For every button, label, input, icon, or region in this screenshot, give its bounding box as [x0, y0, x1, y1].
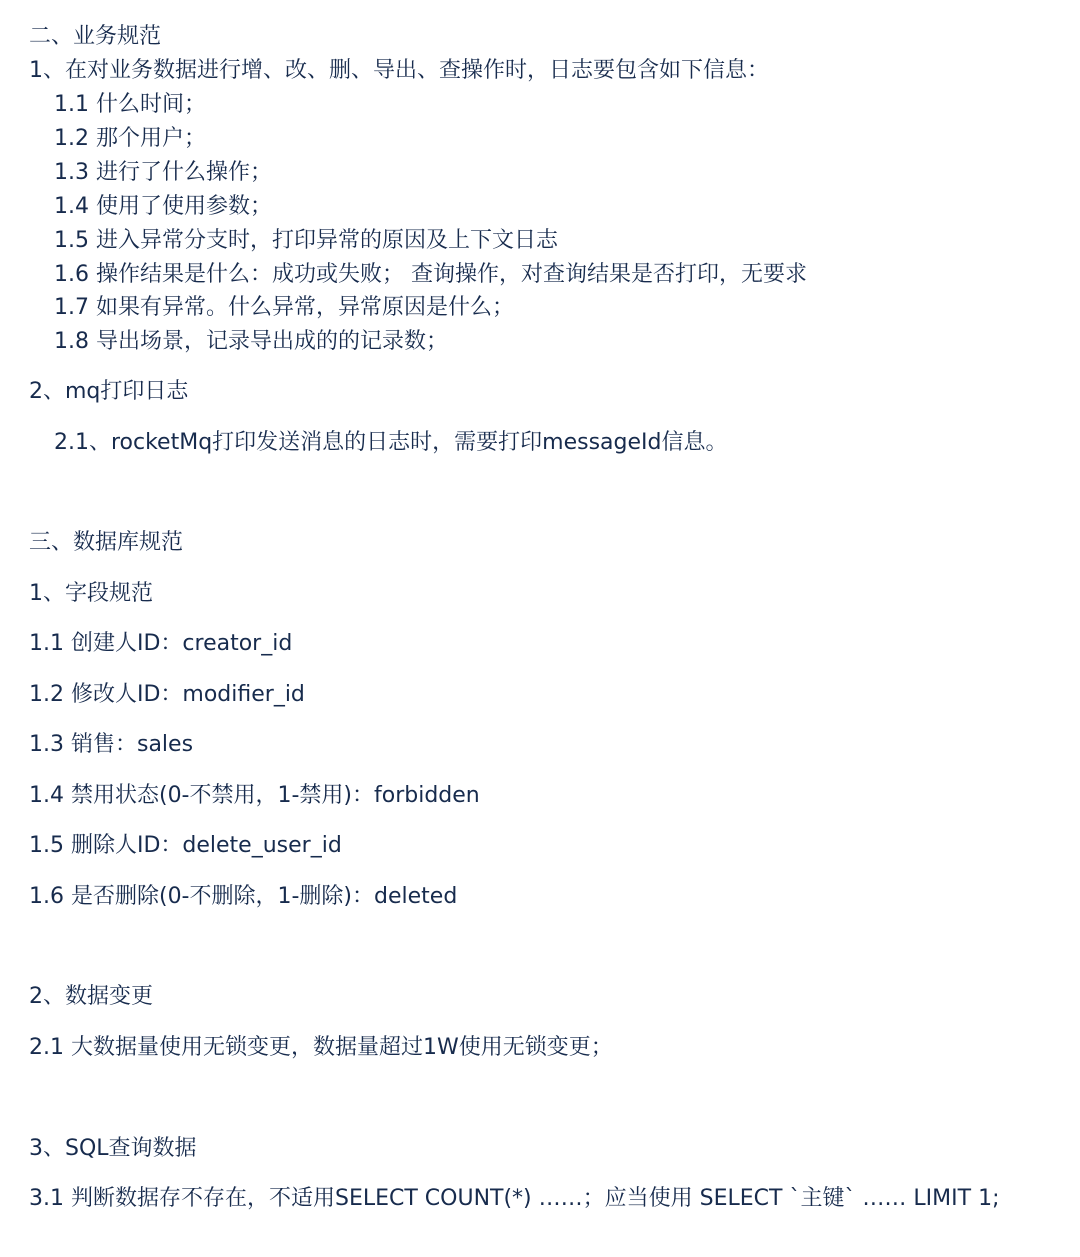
logging-rule-item: 1.7 如果有异常。什么异常，异常原因是什么； — [54, 295, 514, 320]
logging-rule-item: 1.6 操作结果是什么：成功或失败； 查询操作，对查询结果是否打印，无要求 — [54, 262, 807, 287]
field-rule-title: 1、字段规范 — [29, 581, 153, 606]
data-change-item: 2.1 大数据量使用无锁变更，数据量超过1W使用无锁变更； — [29, 1035, 613, 1060]
section-heading-database: 三、数据库规范 — [29, 530, 184, 555]
logging-rule-item: 1.1 什么时间； — [54, 92, 206, 117]
mq-log-item: 2.1、rocketMq打印发送消息的日志时，需要打印messageId信息。 — [54, 430, 728, 455]
sql-query-item: 3.1 判断数据存不存在，不适用SELECT COUNT(*) ……；应当使用 SELECT `主键` …… LIMIT 1; — [29, 1186, 1000, 1211]
field-rule-item: 1.6 是否删除(0-不删除，1-删除)：deleted — [29, 884, 458, 909]
field-rule-item: 1.4 禁用状态(0-不禁用，1-禁用)：forbidden — [29, 783, 480, 808]
sql-query-title: 3、SQL查询数据 — [29, 1136, 197, 1161]
logging-rule-title: 1、在对业务数据进行增、改、删、导出、查操作时，日志要包含如下信息： — [29, 58, 769, 83]
logging-rule-item: 1.3 进行了什么操作； — [54, 160, 272, 185]
logging-rule-item: 1.8 导出场景，记录导出成的的记录数； — [54, 329, 448, 354]
data-change-title: 2、数据变更 — [29, 984, 153, 1009]
logging-rule-item: 1.5 进入异常分支时，打印异常的原因及上下文日志 — [54, 228, 558, 253]
field-rule-item: 1.2 修改人ID：modifier_id — [29, 682, 305, 707]
logging-rule-item: 1.2 那个用户； — [54, 126, 206, 151]
field-rule-item: 1.1 创建人ID：creator_id — [29, 631, 293, 656]
mq-log-title: 2、mq打印日志 — [29, 379, 189, 404]
field-rule-item: 1.5 删除人ID：delete_user_id — [29, 833, 342, 858]
section-heading-business: 二、业务规范 — [29, 24, 162, 49]
logging-rule-item: 1.4 使用了使用参数； — [54, 194, 272, 219]
field-rule-item: 1.3 销售：sales — [29, 732, 194, 757]
